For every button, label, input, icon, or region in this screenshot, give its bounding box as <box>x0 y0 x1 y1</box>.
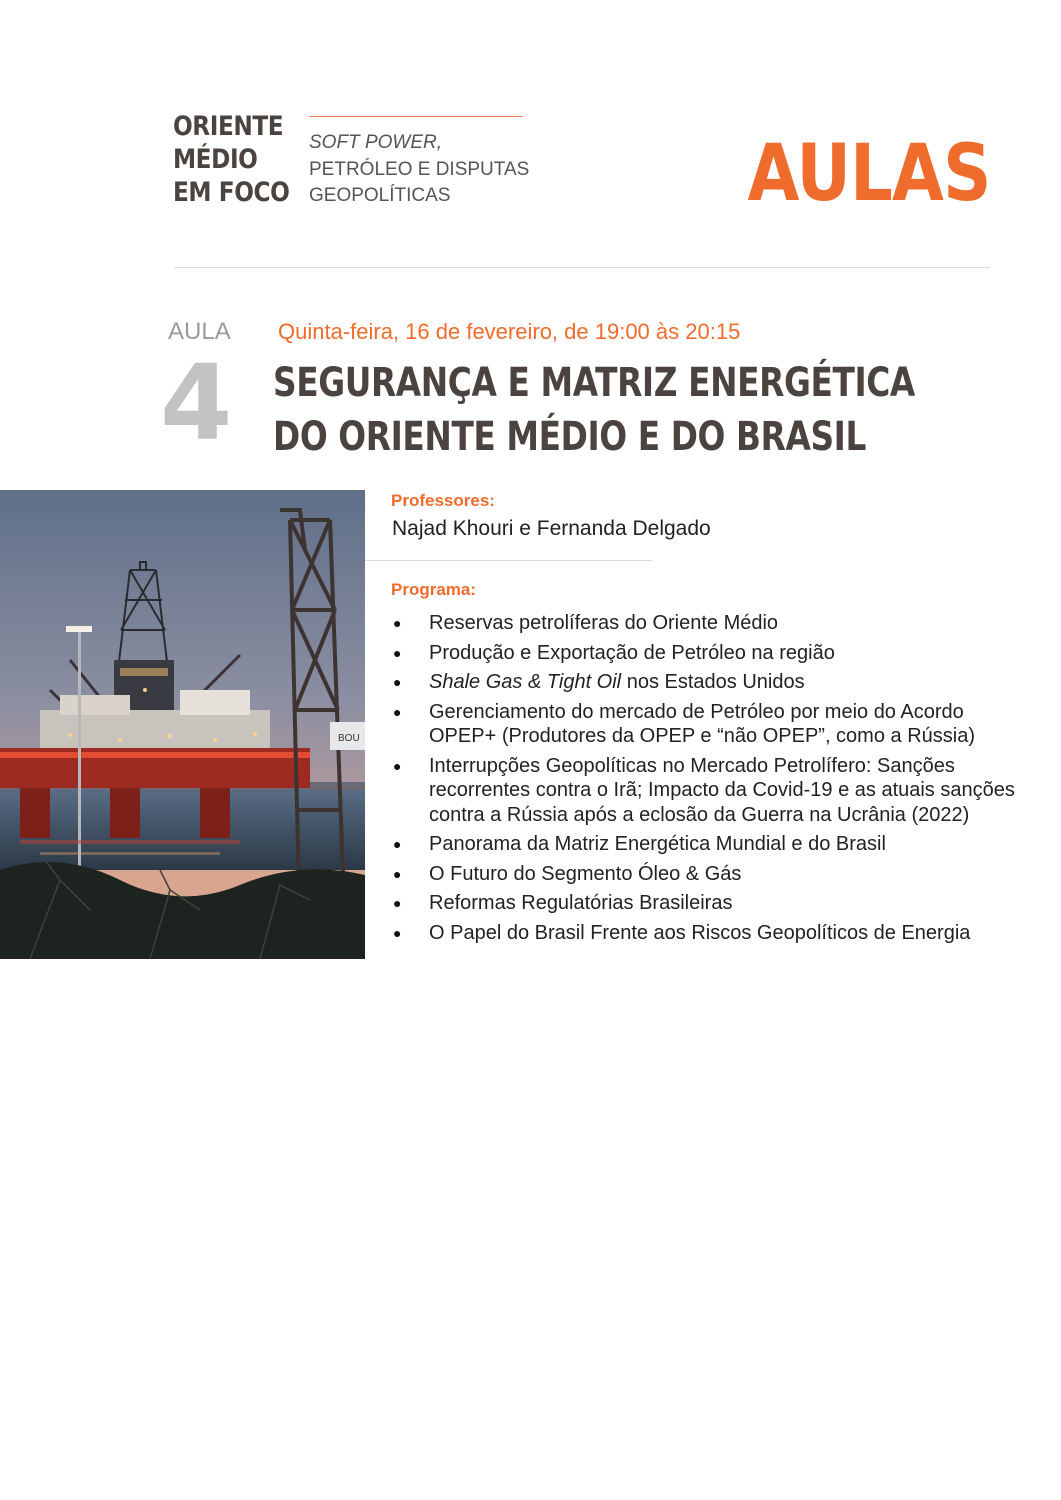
program-item: ● Interrupções Geopolíticas no Mercado Petrolífero: Sanções recorrentes contra o Irã; Impacto da Covid-19 e as atuais sanções contra a Rússia após a eclosão da Guerra na Ucrânia (2022) <box>393 754 1033 828</box>
program-item: ● Panorama da Matriz Energética Mundial e do Brasil <box>393 832 1033 857</box>
program-item: ● Shale Gas & Tight Oil nos Estados Unidos <box>393 670 1033 695</box>
lesson-label: AULA <box>168 318 231 345</box>
series-subtitle <box>309 130 529 210</box>
program-list <box>393 611 1033 950</box>
professors-divider <box>365 560 652 561</box>
program-item: ● Reformas Regulatórias Brasileiras <box>393 891 1033 916</box>
program-item: ● O Papel do Brasil Frente aos Riscos Geopolíticos de Energia <box>393 921 1033 946</box>
lesson-title-line: DO ORIENTE MÉDIO E DO BRASIL <box>273 414 866 460</box>
series-subtitle-line: PETRÓLEO E DISPUTAS <box>309 158 530 180</box>
header-divider <box>174 267 990 268</box>
program-item: ● Reservas petrolíferas do Oriente Médio <box>393 611 1033 636</box>
series-title <box>173 110 293 209</box>
series-subtitle-line: GEOPOLÍTICAS <box>309 185 451 206</box>
lesson-number: 4 <box>160 342 233 464</box>
lesson-date: Quinta-feira, 16 de fevereiro, de 19:00 às 20:15 <box>278 319 741 344</box>
program-item: ● O Futuro do Segmento Óleo & Gás <box>393 862 1033 887</box>
series-subtitle-line: SOFT POWER, <box>309 132 442 153</box>
professors-label: Professores: <box>391 491 495 510</box>
program-item: ● Produção e Exportação de Petróleo na região <box>393 641 1033 666</box>
lesson-title-line: SEGURANÇA E MATRIZ ENERGÉTICA <box>273 360 915 406</box>
series-title-line: ORIENTE <box>173 111 284 142</box>
professors-names: Najad Khouri e Fernanda Delgado <box>392 517 711 540</box>
lesson-title <box>273 356 915 464</box>
program-item: ● Gerenciamento do mercado de Petróleo por meio do Acordo OPEP+ (Produtores da OPEP e “não OPEP”, como a Rússia) <box>393 700 1033 749</box>
oil-rig-photo <box>0 490 365 959</box>
series-title-line: EM FOCO <box>173 177 290 208</box>
program-label: Programa: <box>391 580 477 599</box>
section-label-aulas: AULAS <box>747 129 991 219</box>
header-divider-short <box>309 116 523 117</box>
container-label: BOU <box>338 733 360 744</box>
series-title-line: MÉDIO <box>173 144 258 175</box>
